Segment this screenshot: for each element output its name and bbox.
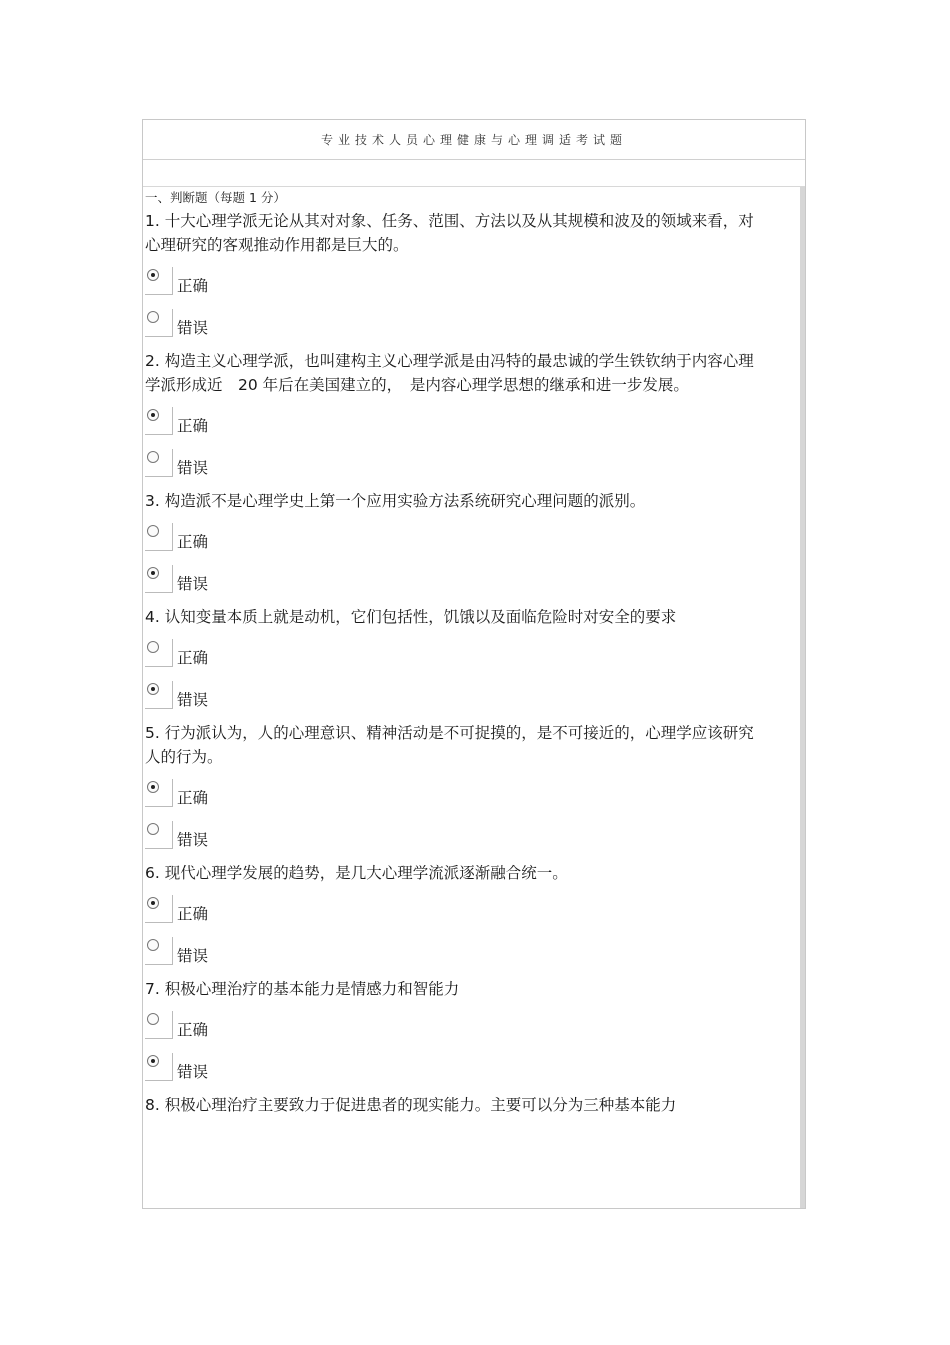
option-label: 错误: [177, 831, 209, 849]
option-label: 错误: [177, 575, 209, 593]
radio-frame: [145, 523, 173, 551]
radio-unchecked-icon[interactable]: [147, 525, 159, 537]
question-1: [145, 209, 800, 337]
option-label: 正确: [177, 417, 209, 435]
question-text: 3. 构造派不是心理学史上第一个应用实验方法系统研究心理问题的派别。: [145, 492, 646, 510]
option-wrong[interactable]: [145, 819, 800, 849]
radio-frame: [145, 565, 173, 593]
radio-unchecked-icon[interactable]: [147, 823, 159, 835]
option-wrong[interactable]: [145, 447, 800, 477]
question-text: 5. 行为派认为，人的心理意识、精神活动是不可捉摸的，是不可接近的，心理学应该研究人的行为。: [145, 724, 754, 766]
radio-frame: [145, 681, 173, 709]
option-correct[interactable]: [145, 521, 800, 551]
option-wrong[interactable]: [145, 563, 800, 593]
question-5: [145, 721, 800, 849]
question-text: 8. 积极心理治疗主要致力于促进患者的现实能力。主要可以分为三种基本能力: [145, 1096, 677, 1114]
radio-checked-icon[interactable]: [147, 567, 159, 579]
question-text: 1. 十大心理学派无论从其对对象、任务、范围、方法以及从其规模和波及的领域来看，对心理研究的客观推动作用都是巨大的。: [145, 212, 754, 254]
option-correct[interactable]: [145, 1009, 800, 1039]
radio-frame: [145, 267, 173, 295]
radio-checked-icon[interactable]: [147, 683, 159, 695]
radio-checked-icon[interactable]: [147, 897, 159, 909]
option-correct[interactable]: [145, 893, 800, 923]
radio-frame: [145, 639, 173, 667]
question-4: [145, 605, 800, 709]
radio-unchecked-icon[interactable]: [147, 311, 159, 323]
option-correct[interactable]: [145, 405, 800, 435]
option-label: 错误: [177, 947, 209, 965]
radio-checked-icon[interactable]: [147, 269, 159, 281]
radio-frame: [145, 779, 173, 807]
radio-frame: [145, 1011, 173, 1039]
option-wrong[interactable]: [145, 307, 800, 337]
radio-unchecked-icon[interactable]: [147, 641, 159, 653]
radio-frame: [145, 895, 173, 923]
option-wrong[interactable]: [145, 1051, 800, 1081]
section-heading: 一、判断题（每题 1 分）: [145, 190, 286, 205]
option-label: 正确: [177, 533, 209, 551]
option-label: 正确: [177, 1021, 209, 1039]
radio-frame: [145, 937, 173, 965]
question-text: 2. 构造主义心理学派，也叫建构主义心理学派是由冯特的最忠诚的学生铁钦纳于内容心理学派形成近 20 年后在美国建立的， 是内容心理学思想的继承和进一步发展。: [145, 352, 754, 394]
question-8: [145, 1093, 800, 1117]
option-correct[interactable]: [145, 777, 800, 807]
radio-unchecked-icon[interactable]: [147, 939, 159, 951]
radio-frame: [145, 407, 173, 435]
radio-frame: [145, 821, 173, 849]
option-wrong[interactable]: [145, 935, 800, 965]
question-text: 4. 认知变量本质上就是动机，它们包括性，饥饿以及面临危险时对安全的要求: [145, 608, 677, 626]
option-label: 正确: [177, 905, 209, 923]
option-label: 正确: [177, 649, 209, 667]
question-text: 6. 现代心理学发展的趋势，是几大心理学流派逐渐融合统一。: [145, 864, 568, 882]
question-list: [143, 187, 805, 1208]
page-title: 专业技术人员心理健康与心理调适考试题: [143, 120, 805, 160]
option-correct[interactable]: [145, 637, 800, 667]
option-wrong[interactable]: [145, 679, 800, 709]
question-2: [145, 349, 800, 477]
option-label: 错误: [177, 319, 209, 337]
radio-unchecked-icon[interactable]: [147, 1013, 159, 1025]
radio-frame: [145, 449, 173, 477]
option-label: 错误: [177, 691, 209, 709]
radio-checked-icon[interactable]: [147, 1055, 159, 1067]
question-text: 7. 积极心理治疗的基本能力是情感力和智能力: [145, 980, 460, 998]
question-7: [145, 977, 800, 1081]
option-label: 错误: [177, 459, 209, 477]
radio-checked-icon[interactable]: [147, 781, 159, 793]
option-label: 正确: [177, 789, 209, 807]
radio-frame: [145, 309, 173, 337]
question-6: [145, 861, 800, 965]
question-3: [145, 489, 800, 593]
exam-frame: [142, 119, 806, 1209]
option-correct[interactable]: [145, 265, 800, 295]
questions-container: [145, 209, 800, 1117]
radio-unchecked-icon[interactable]: [147, 451, 159, 463]
blank-row: [143, 160, 805, 187]
radio-checked-icon[interactable]: [147, 409, 159, 421]
radio-frame: [145, 1053, 173, 1081]
option-label: 错误: [177, 1063, 209, 1081]
option-label: 正确: [177, 277, 209, 295]
